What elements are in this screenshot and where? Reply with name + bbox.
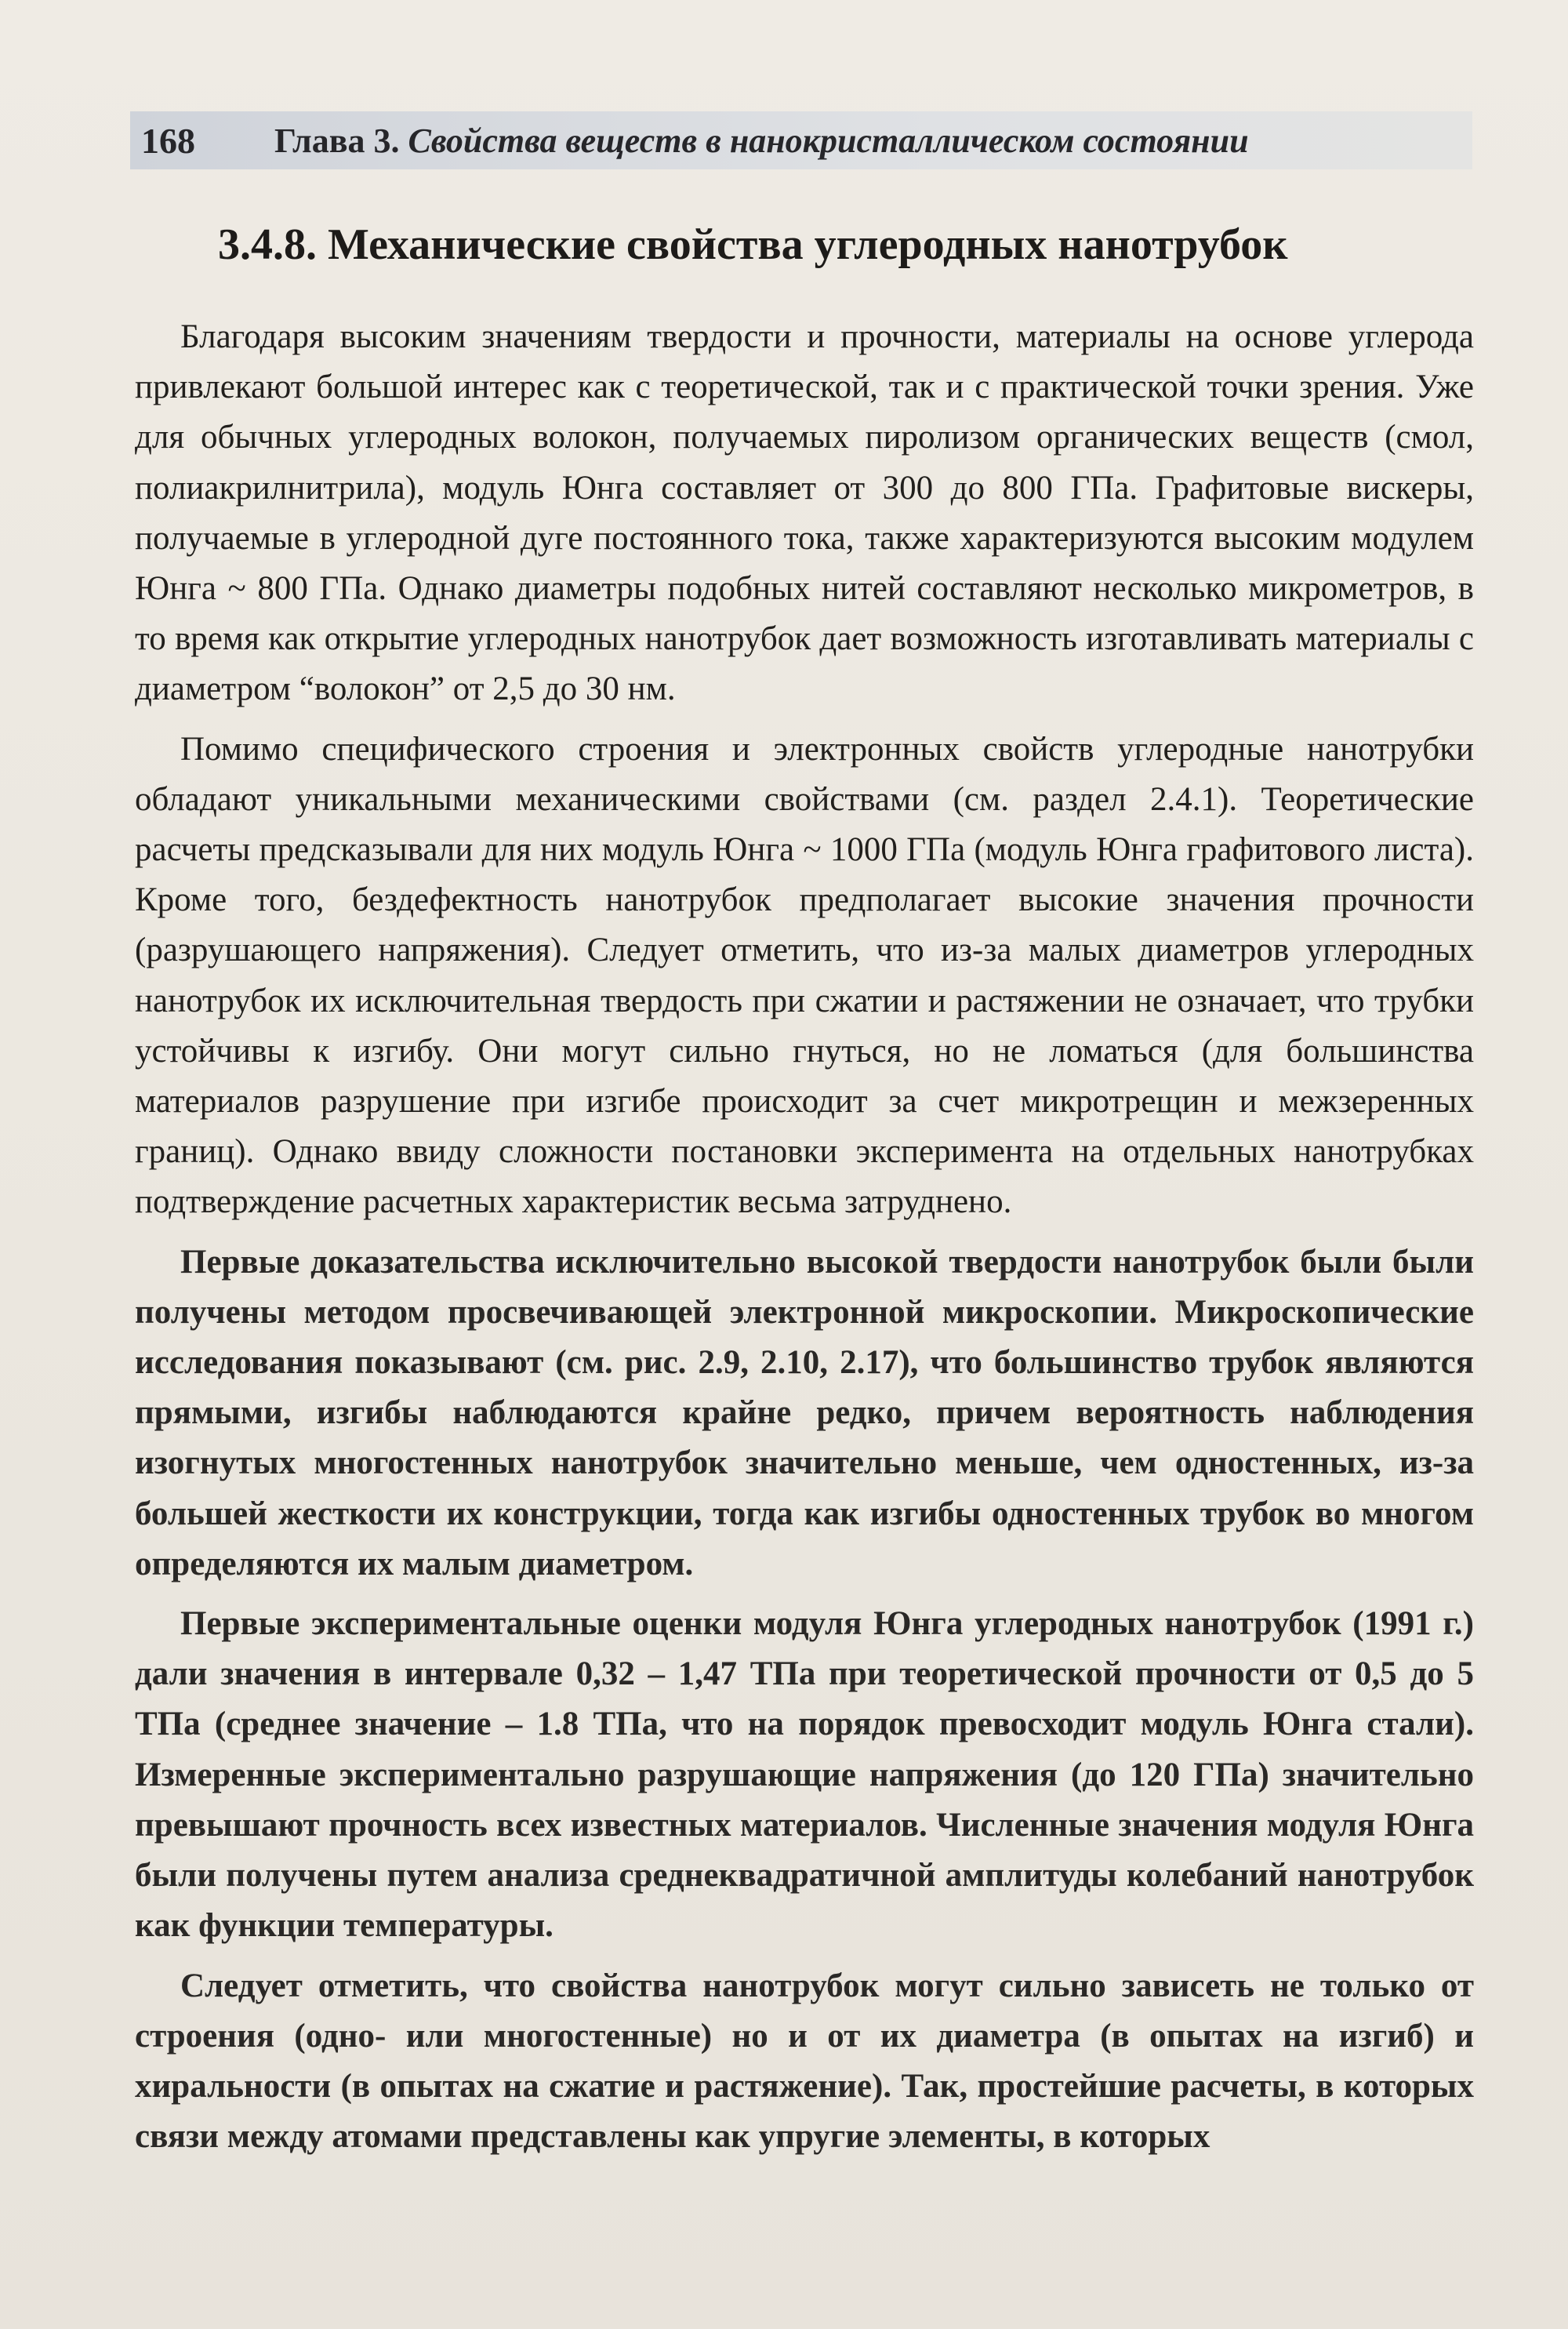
paragraph: Следует отметить, что свойства нанотрубок могут сильно зависеть не только от строения (одно- или многостенные) но и от их диаметра (в опытах на изгиб) и хиральности (в опытах на сжатие и растяжение). Так, простейшие расчеты, в которых связи между атомами представлены как упругие элементы, в которых [135, 1967, 1474, 2156]
chapter-heading [274, 121, 1249, 161]
paragraph: Помимо специфического строения и электронных свойств углеродные нанотрубки обладают уникальными механическими свойствами (см. раздел 2.4.1). Теоретические расчеты предсказывали для них модуль Юнга ~ 1000 ГПа (модуль Юнга графитового листа). Кроме того, бездефектность нанотрубок предполагает высокие значения прочности (разрушающего напряжения). Следует отметить, что из-за малых диаметров углеродных нанотрубок их исключительная твердость при сжатии и растяжении не означает, что трубки устойчивы к изгибу. Они могут сильно гнуться, но не ломаться (для большинства материалов разрушение при изгибе происходит за счет микротрещин и межзеренных границ). Однако ввиду сложности постановки эксперимента на отдельных нанотрубках подтверждение расчетных характеристик весьма затруднено. [135, 730, 1474, 1221]
chapter-label: Глава 3. [274, 121, 400, 160]
paragraph: Первые доказательства исключительно высокой твердости нанотрубок были были получены методом просвечивающей электронной микроскопии. Микроскопические исследования показывают (см. рис. 2.9, 2.10, 2.17), что большинство трубок являются прямыми, изгибы наблюдаются крайне редко, причем вероятность наблюдения изогнутых многостенных нанотрубок значительно меньше, чем одностенных, из-за большей жесткости их конструкции, тогда как изгибы одностенных трубок во многом определяются их малым диаметром. [135, 1243, 1474, 1582]
chapter-title: Свойства веществ в нанокристаллическом состоянии [408, 121, 1249, 160]
section-title: 3.4.8. Механические свойства углеродных нанотрубок [218, 220, 1288, 269]
body-text [135, 312, 1474, 2171]
page-number: 168 [141, 120, 195, 161]
paragraph: Первые экспериментальные оценки модуля Юнга углеродных нанотрубок (1991 г.) дали значения в интервале 0,32 – 1,47 ТПа при теоретической прочности от 0,5 до 5 ТПа (среднее значение – 1.8 ТПа, что на порядок превосходит модуль Юнга стали). Измеренные экспериментально разрушающие напряжения (до 120 ГПа) значительно превышают прочность всех известных материалов. Численные значения модуля Юнга были получены путем анализа среднеквадратичной амплитуды колебаний нанотрубок как функции температуры. [135, 1605, 1474, 1945]
running-header [130, 111, 1472, 169]
paragraph: Благодаря высоким значениям твердости и прочности, материалы на основе углерода привлекают большой интерес как с теоретической, так и с практической точки зрения. Уже для обычных углеродных волокон, получаемых пиролизом органических веществ (смол, полиакрилнитрила), модуль Юнга составляет от 300 до 800 ГПа. Графитовые вискеры, получаемые в углеродной дуге постоянного тока, также характеризуются высоким модулем Юнга ~ 800 ГПа. Однако диаметры подобных нитей составляют несколько микрометров, в то время как открытие углеродных нанотрубок дает возможность изготавливать материалы с диаметром “волокон” от 2,5 до 30 нм. [135, 318, 1474, 708]
